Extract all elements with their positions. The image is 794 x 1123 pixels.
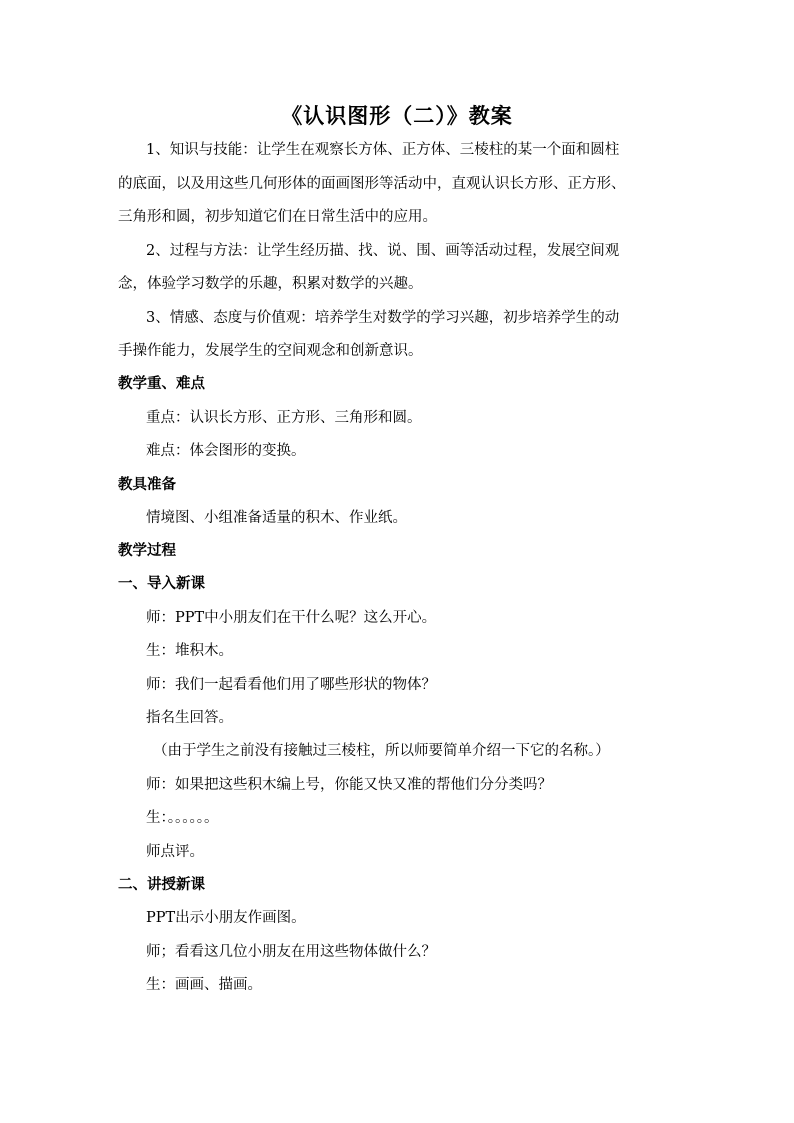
- dialogue-line: 生：画画、描画。: [146, 977, 262, 993]
- difficult-point-text: 难点：体会图形的变换。: [146, 443, 306, 459]
- subsection-heading-intro: 一、导入新课: [118, 575, 205, 592]
- dialogue-line: （由于学生之前没有接触过三棱柱，所以师要简单介绍一下它的名称。）: [153, 743, 610, 759]
- subsection-heading-new-lesson: 二、讲授新课: [118, 876, 205, 893]
- objective-line: 2、过程与方法：让学生经历描、找、说、围、画等活动过程，发展空间观: [146, 243, 620, 259]
- objective-line: 三角形和圆，初步知道它们在日常生活中的应用。: [118, 209, 437, 225]
- dialogue-line: PPT出示小朋友作画图。: [146, 910, 306, 926]
- objective-line: 的底面，以及用这些几何形体的面画图形等活动中，直观认识长方形、正方形、: [118, 176, 626, 192]
- materials-text: 情境图、小组准备适量的积木、作业纸。: [146, 510, 407, 526]
- section-heading-key-points: 教学重、难点: [118, 375, 205, 392]
- dialogue-line: 指名生回答。: [146, 710, 233, 726]
- section-heading-materials: 教具准备: [118, 476, 176, 493]
- dialogue-line: 生：。。。。。。: [146, 810, 219, 826]
- section-heading-process: 教学过程: [118, 542, 176, 559]
- objective-line: 手操作能力，发展学生的空间观念和创新意识。: [118, 343, 423, 359]
- dialogue-line: 师：PPT中小朋友们在干什么呢？这么开心。: [146, 610, 437, 626]
- document-title: 《认识图形（二）》教案: [281, 103, 513, 128]
- dialogue-line: 师；看看这几位小朋友在用这些物体做什么？: [146, 944, 436, 960]
- dialogue-line: 师：我们一起看看他们用了哪些形状的物体？: [146, 677, 436, 693]
- objective-line: 3、情感、态度与价值观：培养学生对数学的学习兴趣，初步培养学生的动: [146, 310, 620, 326]
- dialogue-line: 师点评。: [146, 844, 204, 860]
- objective-line: 念，体验学习数学的乐趣，积累对数学的兴趣。: [118, 276, 423, 292]
- dialogue-line: 师：如果把这些积木编上号，你能又快又准的帮他们分分类吗？: [146, 777, 552, 793]
- dialogue-line: 生：堆积木。: [146, 643, 233, 659]
- objective-line: 1、知识与技能：让学生在观察长方体、正方体、三棱柱的某一个面和圆柱: [146, 142, 620, 158]
- key-point-text: 重点：认识长方形、正方形、三角形和圆。: [146, 410, 422, 426]
